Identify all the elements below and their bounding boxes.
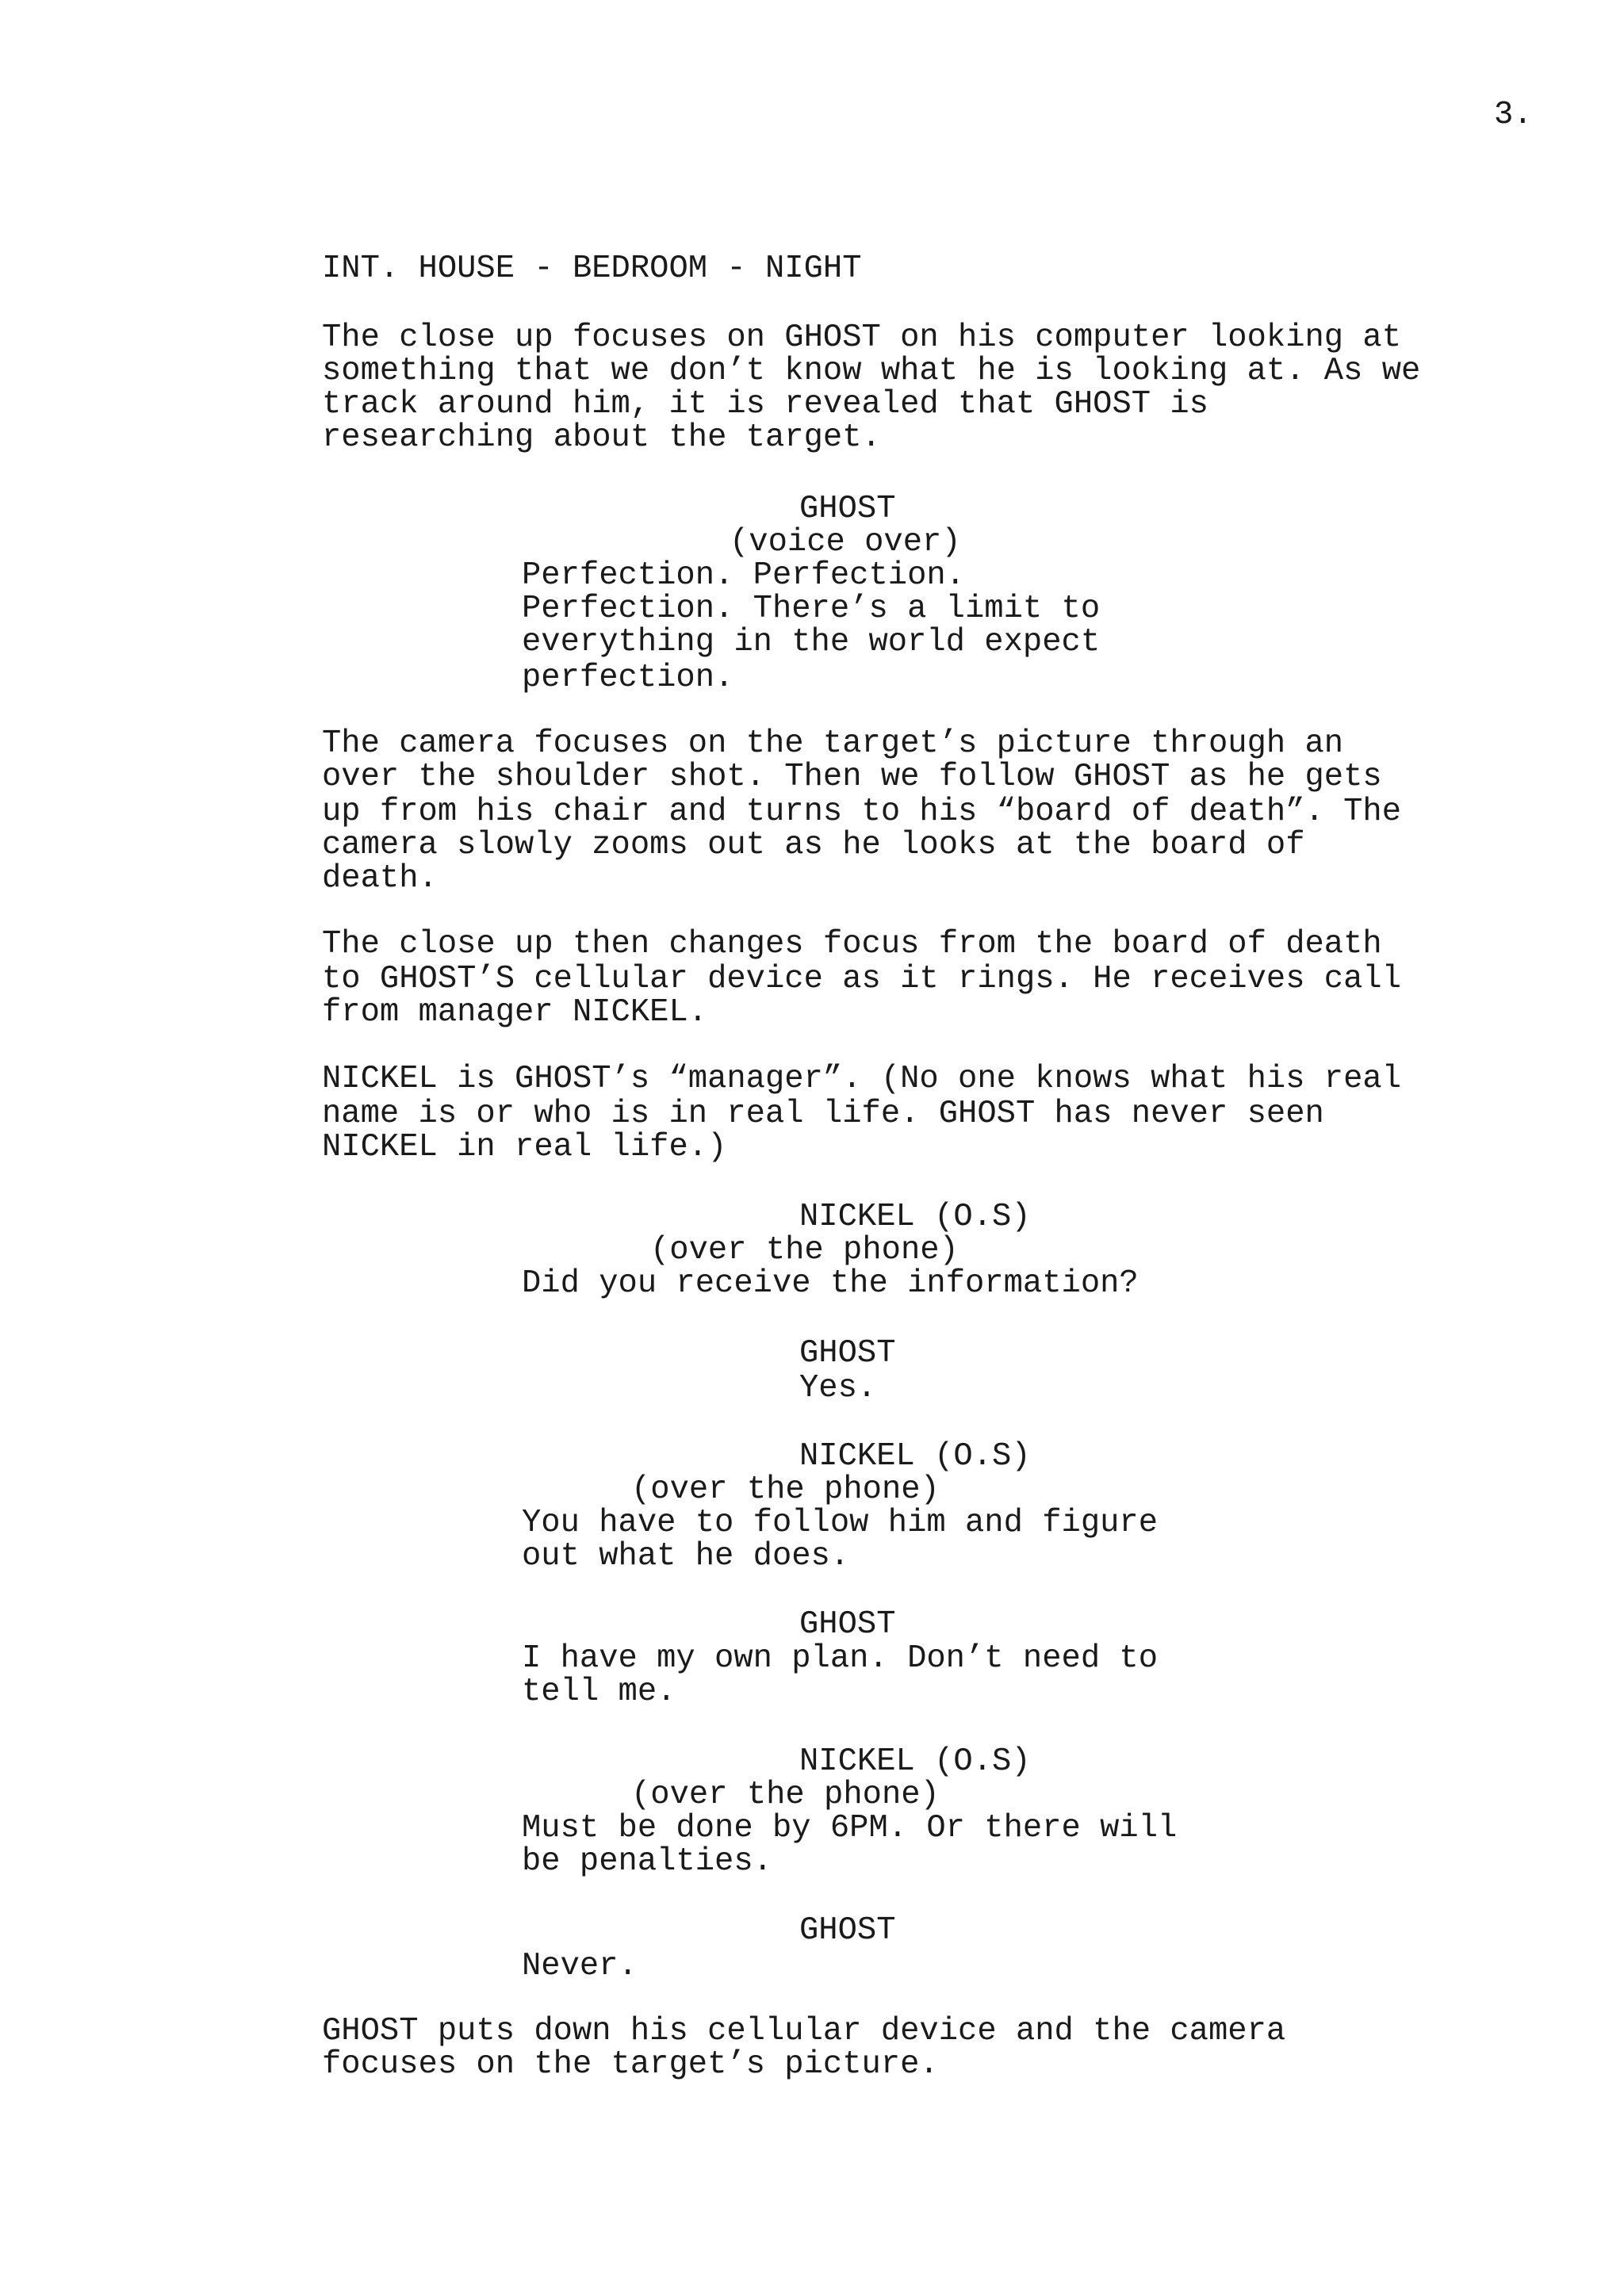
action-line: focuses on the target’s picture. <box>322 2046 939 2083</box>
dialogue-line: I have my own plan. Don’t need to <box>522 1640 1159 1677</box>
dialogue-line: tell me. <box>522 1674 676 1710</box>
action-line: name is or who is in real life. GHOST has never seen <box>322 1096 1324 1132</box>
dialogue-line: everything in the world expect <box>522 624 1101 660</box>
dialogue-line: out what he does. <box>522 1538 850 1575</box>
character-name: NICKEL (O.S) <box>799 1199 1031 1235</box>
action-line: up from his chair and turns to his “board of death”. The <box>322 794 1402 830</box>
action-line: track around him, it is revealed that GHOST is <box>322 386 1208 423</box>
character-name: GHOST <box>799 491 896 527</box>
action-line: from manager NICKEL. <box>322 994 708 1031</box>
dialogue-line: Perfection. Perfection. <box>522 557 965 594</box>
character-name: GHOST <box>799 1912 896 1949</box>
dialogue-line: Never. <box>522 1948 638 1984</box>
action-line: The close up then changes focus from the board of death <box>322 926 1382 962</box>
action-line: The close up focuses on GHOST on his computer looking at <box>322 320 1402 356</box>
parenthetical: (voice over) <box>730 524 961 561</box>
action-line: over the shoulder shot. Then we follow GHOST as he gets <box>322 759 1382 795</box>
action-line: camera slowly zooms out as he looks at the board of <box>322 827 1305 863</box>
dialogue-line: perfection. <box>522 660 734 696</box>
action-line: researching about the target. <box>322 419 881 456</box>
action-line: The camera focuses on the target’s picture through an <box>322 725 1344 762</box>
character-name: NICKEL (O.S) <box>799 1743 1031 1780</box>
dialogue-line: Perfection. There’s a limit to <box>522 591 1101 627</box>
action-line: NICKEL in real life.) <box>322 1129 727 1165</box>
action-line: something that we don’t know what he is looking at. As we <box>322 353 1421 389</box>
page-number: 3. <box>1494 97 1533 133</box>
dialogue-line: Did you receive the information? <box>522 1265 1139 1302</box>
action-line: GHOST puts down his cellular device and the camera <box>322 2013 1286 2049</box>
action-line: NICKEL is GHOST’s “manager”. (No one knows what his real <box>322 1061 1402 1097</box>
action-line: death. <box>322 860 438 897</box>
scene-heading: INT. HOUSE - BEDROOM - NIGHT <box>322 251 862 287</box>
character-name: GHOST <box>799 1606 896 1643</box>
parenthetical: (over the phone) <box>650 1232 959 1269</box>
character-name: NICKEL (O.S) <box>799 1438 1031 1475</box>
parenthetical: (over the phone) <box>631 1777 940 1813</box>
dialogue-line: Must be done by 6PM. Or there will <box>522 1810 1178 1846</box>
action-line: to GHOST’S cellular device as it rings. He receives call <box>322 961 1402 997</box>
dialogue-line: Yes. <box>799 1370 877 1406</box>
character-name: GHOST <box>799 1335 896 1372</box>
dialogue-line: You have to follow him and figure <box>522 1505 1159 1541</box>
parenthetical: (over the phone) <box>631 1471 940 1508</box>
dialogue-line: be penalties. <box>522 1843 772 1880</box>
